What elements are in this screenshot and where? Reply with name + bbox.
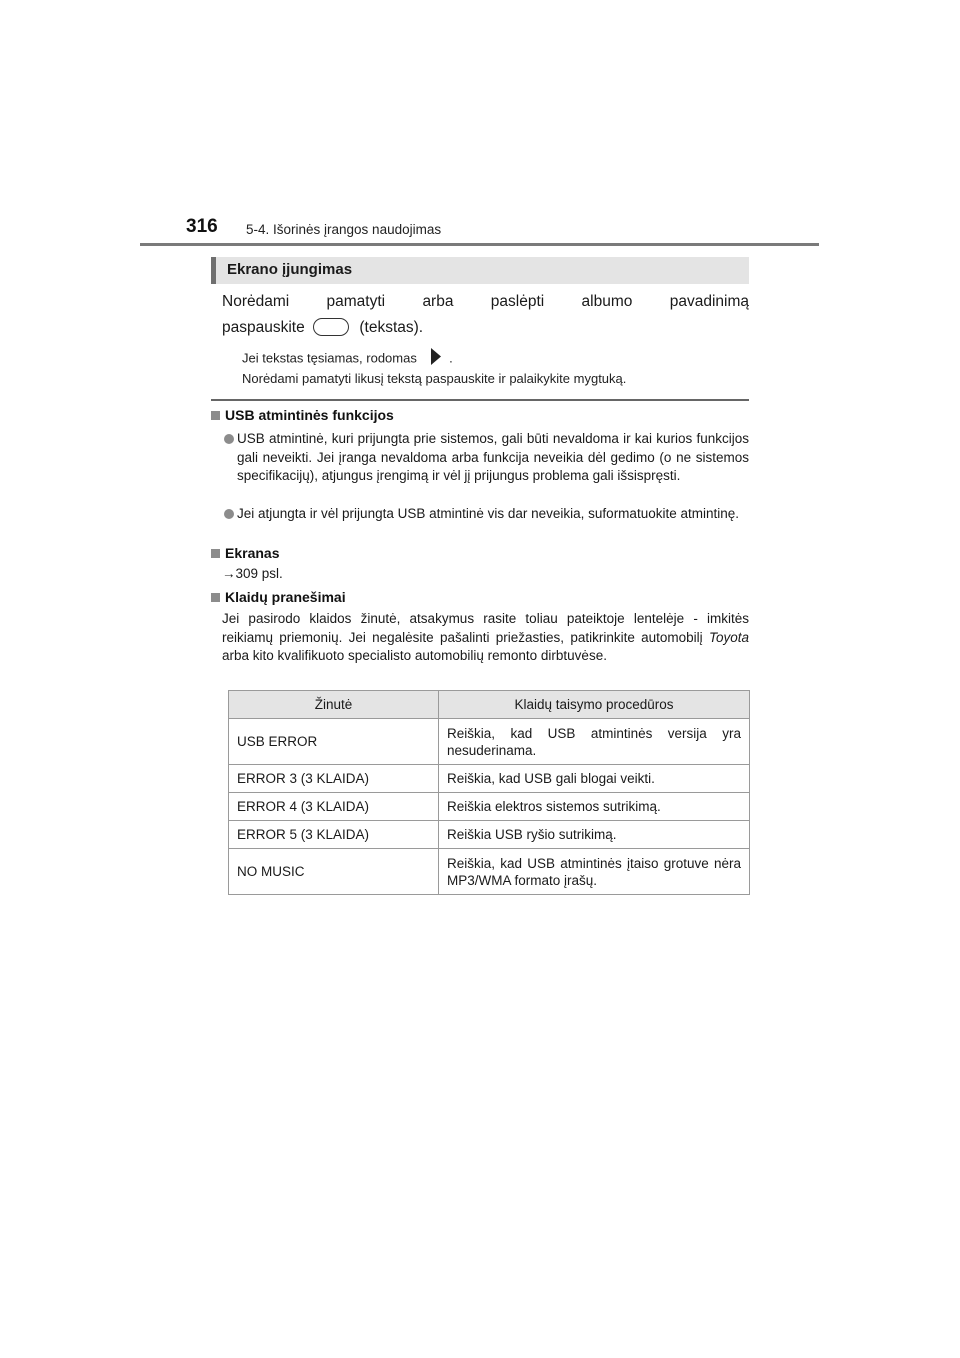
section-divider: [211, 399, 749, 401]
note-1-text: Jei tekstas tęsiamas, rodomas: [242, 350, 417, 366]
intro-line-1: Norėdami pamatyti arba paslėpti albumo pavadinimą: [222, 293, 749, 310]
intro-before-text: paspauskite: [222, 319, 305, 336]
section-title: 5-4. Išorinės įrangos naudojimas: [246, 222, 442, 237]
box-title-bar: [211, 257, 749, 284]
errors-text-end: arba kito kvalifikuoto specialisto automobilių remonto dirbtuvėse.: [222, 648, 607, 663]
table-cell-procedure: Reiškia, kad USB atmintinės versija yra nesuderinama.: [439, 719, 750, 765]
table-cell-message: ERROR 5 (3 KLAIDA): [229, 821, 439, 849]
note-1: [242, 349, 453, 369]
error-table: [228, 690, 750, 895]
table-cell-procedure: Reiškia USB ryšio sutrikimą.: [439, 821, 750, 849]
circle-bullet-icon: [224, 509, 234, 519]
table-row: [229, 821, 750, 849]
errors-heading: [211, 589, 346, 605]
table-cell-procedure: Reiškia, kad USB atmintinės įtaiso grotuve nėra MP3/WMA formato įrašų.: [439, 849, 750, 895]
table-header-row: [229, 691, 750, 719]
brand-name: Toyota: [708, 629, 749, 645]
screen-heading: [211, 545, 279, 561]
table-cell-message: USB ERROR: [229, 719, 439, 765]
table-cell-message: ERROR 4 (3 KLAIDA): [229, 793, 439, 821]
usb-bullet-1: [224, 430, 749, 486]
table-cell-message: ERROR 3 (3 KLAIDA): [229, 765, 439, 793]
usb-heading: [211, 407, 394, 423]
page-reference: →309 psl.: [222, 566, 283, 581]
errors-text-start: Jei pasirodo klaidos žinutė, atsakymus rasite toliau pateiktoje lentelėje - imkitės reikiamų priemonių. Jei negalėsite pašalinti priežasties, patikrinkite automobilį: [222, 611, 749, 645]
table-row: [229, 849, 750, 895]
circle-bullet-icon: [224, 434, 234, 444]
table-cell-procedure: Reiškia, kad USB gali blogai veikti.: [439, 765, 750, 793]
errors-paragraph: [222, 610, 749, 666]
square-bullet-icon: [211, 411, 220, 420]
intro-line-2: [222, 315, 749, 341]
table-cell-procedure: Reiškia elektros sistemos sutrikimą.: [439, 793, 750, 821]
usb-bullet-1-text: USB atmintinė, kuri prijungta prie sistemos, gali būti nevaldoma ir kai kurios funkcijos gali neveikti. Jei įranga nevaldoma arba funkcija neveikia dėl gedimo (o ne sistemos specifikacijų), atjungus įrengimą ir vėl jį prijungus problema gali išsispręsti.: [237, 431, 749, 483]
table-row: [229, 793, 750, 821]
table-cell-message: NO MUSIC: [229, 849, 439, 895]
table-row: [229, 719, 750, 765]
square-bullet-icon: [211, 549, 220, 558]
note-2: Norėdami pamatyti likusį tekstą paspauskite ir palaikykite mygtuką.: [242, 371, 627, 386]
table-header: Klaidų taisymo procedūros: [439, 691, 750, 719]
intro-after-text: (tekstas).: [359, 319, 424, 336]
continue-arrow-icon: [430, 348, 441, 368]
usb-bullet-2-text: Jei atjungta ir vėl prijungta USB atmintinė vis dar neveikia, suformatuokite atmintinę.: [237, 506, 739, 521]
header-rule: [140, 243, 819, 246]
note-1-end: .: [449, 350, 453, 366]
page-number: 316: [186, 216, 218, 237]
square-bullet-icon: [211, 593, 220, 602]
screen-heading-text: Ekranas: [225, 545, 280, 561]
table-header: Žinutė: [229, 691, 439, 719]
table-row: [229, 765, 750, 793]
usb-bullet-2: [224, 505, 749, 524]
errors-heading-text: Klaidų pranešimai: [225, 589, 346, 605]
usb-heading-text: USB atmintinės funkcijos: [225, 407, 394, 423]
rounded-button-icon: [313, 318, 349, 336]
box-title: Ekrano įjungimas: [227, 261, 353, 278]
